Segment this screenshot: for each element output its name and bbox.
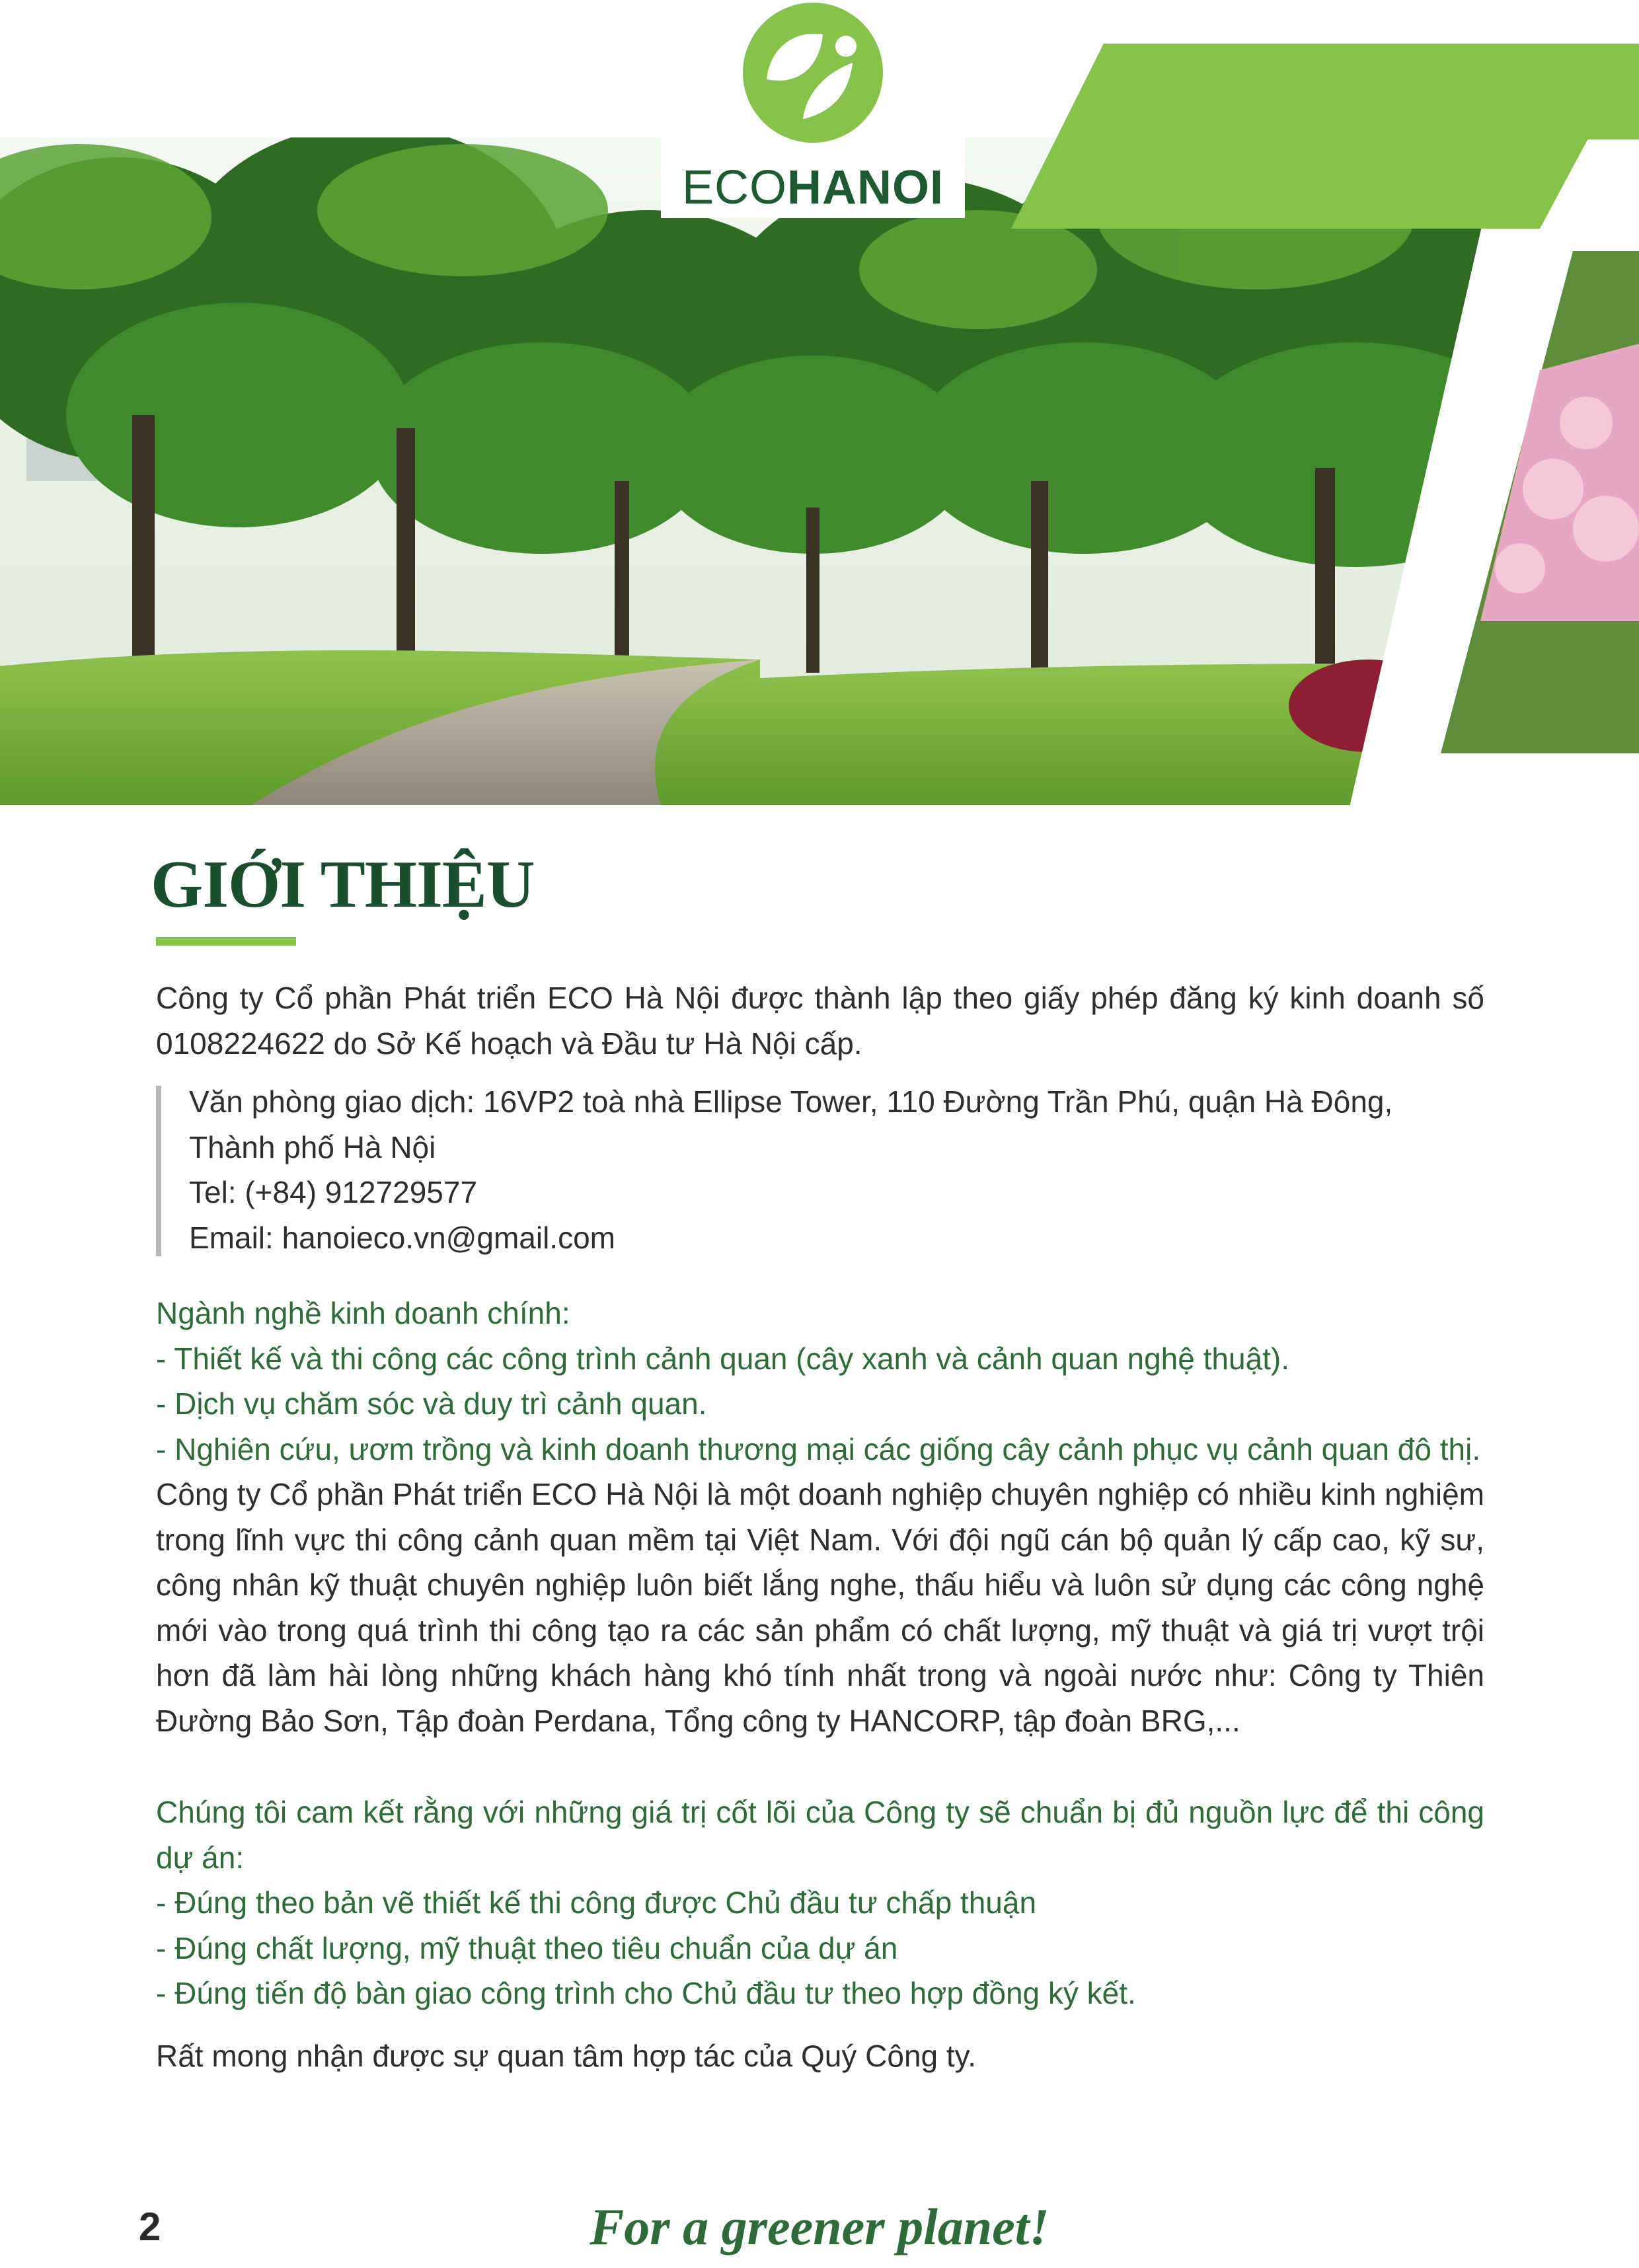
leaf-person-icon <box>740 0 886 145</box>
office-address-line2: Thành phố Hà Nội <box>189 1129 436 1164</box>
intro-paragraph: Công ty Cổ phần Phát triển ECO Hà Nội được thành lập theo giấy phép đăng ký kinh doanh số 0108224622 do Sở Kế hoạch và Đầu tư Hà Nội cấp. <box>156 981 1484 1061</box>
commitment-heading: Chúng tôi cam kết rằng với những giá trị cốt lõi của Công ty sẽ chuẩn bị đủ nguồn lực để thi công dự án: <box>156 1795 1484 1875</box>
green-diagonal-banner <box>1011 44 1639 229</box>
contact-side-bar <box>156 1086 161 1256</box>
commitment-item: - Đúng tiến độ bàn giao công trình cho Chủ đầu tư theo hợp đồng ký kết. <box>156 1976 1136 2010</box>
section-title: GIỚI THIỆU <box>151 847 535 922</box>
closing-line: Rất mong nhận được sự quan tâm hợp tác của Quý Công ty. <box>156 2038 977 2073</box>
business-item: - Nghiên cứu, ươm trồng và kinh doanh thương mại các giống cây cảnh phục vụ cảnh quan đô thị. <box>156 1431 1481 1466</box>
flower-photo-panel <box>1441 251 1639 753</box>
commitment-item: - Đúng theo bản vẽ thiết kế thi công được Chủ đầu tư chấp thuận <box>156 1885 1037 1920</box>
logo-wordmark <box>661 161 965 214</box>
intro-content <box>156 975 1484 2078</box>
contact-tel: Tel: (+84) 912729577 <box>189 1175 478 1209</box>
contact-block <box>156 1079 1484 1260</box>
footer-slogan: For a greener planet! <box>590 2198 1049 2255</box>
contact-email: Email: hanoieco.vn@gmail.com <box>189 1220 615 1255</box>
business-heading: Ngành nghề kinh doanh chính: <box>156 1296 570 1330</box>
page-number: 2 <box>139 2205 161 2249</box>
business-item: - Dịch vụ chăm sóc và duy trì cảnh quan. <box>156 1386 707 1421</box>
commitment-item: - Đúng chất lượng, mỹ thuật theo tiêu chuẩn của dự án <box>156 1930 898 1965</box>
logo-text-hanoi: HANOI <box>787 161 944 214</box>
company-logo <box>661 0 965 218</box>
about-paragraph: Công ty Cổ phần Phát triển ECO Hà Nội là một doanh nghiệp chuyên nghiệp có nhiều kinh nghiệm trong lĩnh vực thi công cảnh quan mềm tại Việt Nam. Với đội ngũ cán bộ quản lý cấp cao, kỹ sư, công nhân kỹ thuật chuyên nghiệp luôn biết lắng nghe, thấu hiểu và luôn sử dụng các công nghệ mới vào trong quá trình thi công tạo ra các sản phẩm có chất lượng, mỹ thuật và giá trị vượt trội hơn đã làm hài lòng những khách hàng khó tính nhất trong và ngoài nước như: Công ty Thiên Đường Bảo Sơn, Tập đoàn Perdana, Tổng công ty HANCORP, tập đoàn BRG,... <box>156 1477 1484 1738</box>
logo-text-eco: ECO <box>681 161 788 214</box>
business-item: - Thiết kế và thi công các công trình cảnh quan (cây xanh và cảnh quan nghệ thuật). <box>156 1341 1290 1376</box>
office-address-line1: Văn phòng giao dịch: 16VP2 toà nhà Ellipse Tower, 110 Đường Trần Phú, quận Hà Đông, <box>189 1084 1393 1119</box>
title-underline <box>156 937 296 946</box>
